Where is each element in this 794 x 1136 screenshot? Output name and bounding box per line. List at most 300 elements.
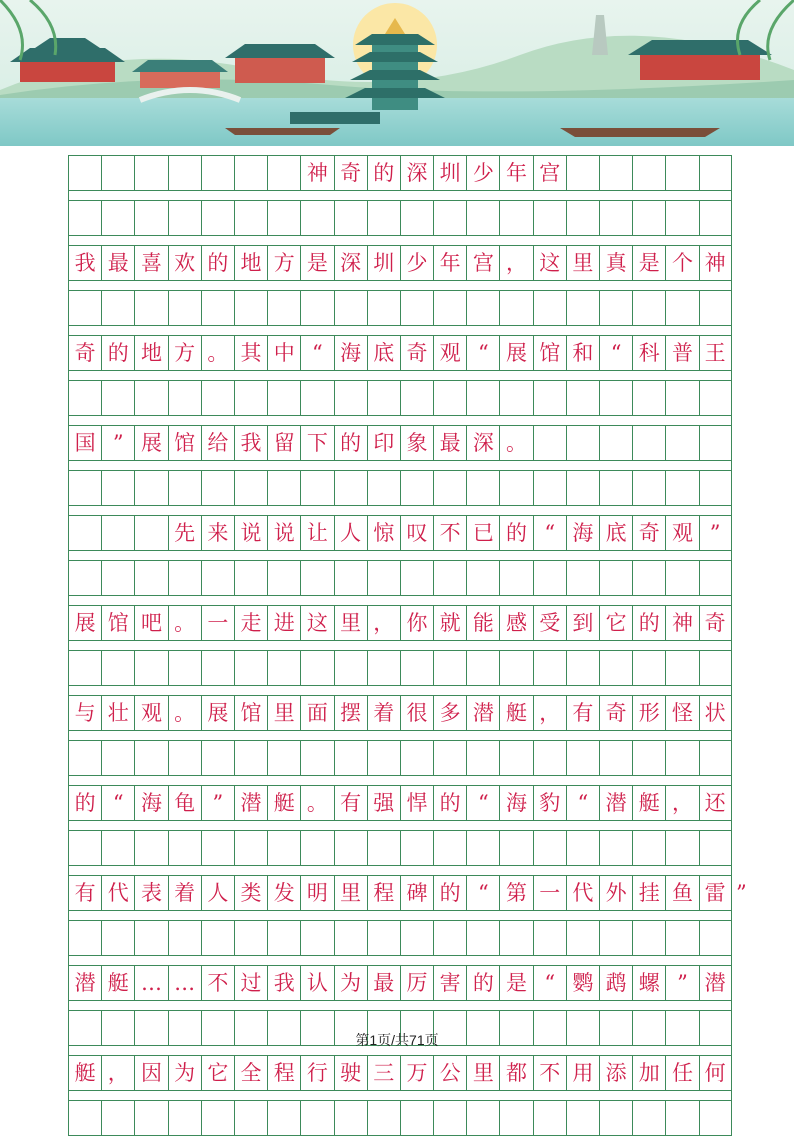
grid-cell — [68, 560, 101, 596]
grid-cell — [234, 200, 267, 236]
grid-cell: 悍 — [400, 785, 433, 821]
grid-cell: “ — [466, 785, 499, 821]
grid-cell: 奇 — [334, 155, 367, 191]
grid-cell: “ — [533, 515, 566, 551]
grid-cell — [533, 560, 566, 596]
grid-cell: 的 — [334, 425, 367, 461]
grid-cell — [632, 155, 665, 191]
grid-cell — [201, 200, 234, 236]
grid-cell — [367, 290, 400, 326]
grid-cell: 的 — [68, 785, 101, 821]
grid-cell: 里 — [267, 695, 300, 731]
grid-cell — [267, 830, 300, 866]
grid-cell — [134, 560, 167, 596]
grid-cell — [168, 650, 201, 686]
grid-cell — [134, 1100, 167, 1136]
grid-cell: 。 — [201, 335, 234, 371]
grid-cell — [466, 200, 499, 236]
grid-cell: 下 — [300, 425, 333, 461]
grid-cell: 观 — [433, 335, 466, 371]
grid-cell: 艇 — [632, 785, 665, 821]
grid-cell: 这 — [300, 605, 333, 641]
grid-cell: 行 — [300, 1055, 333, 1091]
grid-cell — [68, 920, 101, 956]
grid-gap — [68, 416, 732, 425]
grid-cell — [367, 470, 400, 506]
grid-gap — [68, 461, 732, 470]
grid-cell — [665, 470, 698, 506]
grid-cell: ” — [201, 785, 234, 821]
grid-cell: 深 — [400, 155, 433, 191]
grid-cell: 何 — [699, 1055, 732, 1091]
grid-cell: 因 — [134, 1055, 167, 1091]
grid-cell: 说 — [267, 515, 300, 551]
grid-cell: 的 — [433, 875, 466, 911]
grid-cell: 表 — [134, 875, 167, 911]
grid-cell: 有 — [566, 695, 599, 731]
grid-cell: 全 — [234, 1055, 267, 1091]
grid-cell: 馆 — [234, 695, 267, 731]
grid-cell: 你 — [400, 605, 433, 641]
grid-cell: 展 — [201, 695, 234, 731]
grid-cell: “ — [566, 785, 599, 821]
grid-cell: 海 — [566, 515, 599, 551]
grid-cell: 圳 — [433, 155, 466, 191]
grid-cell — [68, 1100, 101, 1136]
grid-cell — [168, 290, 201, 326]
grid-cell: 三 — [367, 1055, 400, 1091]
grid-cell — [101, 830, 134, 866]
grid-cell: 给 — [201, 425, 234, 461]
grid-cell: 馆 — [101, 605, 134, 641]
grid-cell — [234, 740, 267, 776]
grid-cell — [134, 920, 167, 956]
grid-cell — [566, 425, 599, 461]
grid-cell: 先 — [168, 515, 201, 551]
grid-cell: 艇 — [101, 965, 134, 1001]
grid-cell: 潜 — [599, 785, 632, 821]
grid-row — [68, 425, 732, 461]
grid-cell — [68, 650, 101, 686]
grid-row — [68, 920, 732, 956]
grid-cell: 受 — [533, 605, 566, 641]
grid-cell — [533, 740, 566, 776]
grid-cell — [632, 200, 665, 236]
grid-cell: 公 — [433, 1055, 466, 1091]
grid-cell — [300, 740, 333, 776]
overflow-punctuation: ” — [736, 881, 747, 905]
grid-cell — [101, 1100, 134, 1136]
grid-cell: 不 — [533, 1055, 566, 1091]
grid-cell — [101, 470, 134, 506]
grid-cell: 一 — [533, 875, 566, 911]
grid-cell — [334, 650, 367, 686]
grid-gap — [68, 596, 732, 605]
grid-cell — [168, 1100, 201, 1136]
grid-cell — [433, 740, 466, 776]
grid-cell — [168, 380, 201, 416]
grid-cell — [699, 290, 732, 326]
grid-cell: 深 — [334, 245, 367, 281]
grid-cell: 艇 — [267, 785, 300, 821]
grid-cell: 强 — [367, 785, 400, 821]
grid-cell — [699, 560, 732, 596]
grid-cell: 程 — [367, 875, 400, 911]
grid-cell: 来 — [201, 515, 234, 551]
grid-cell — [334, 380, 367, 416]
grid-cell: 进 — [267, 605, 300, 641]
grid-cell — [699, 740, 732, 776]
grid-cell: 有 — [68, 875, 101, 911]
grid-cell — [367, 830, 400, 866]
grid-cell — [599, 200, 632, 236]
grid-cell — [566, 1100, 599, 1136]
grid-row — [68, 875, 732, 911]
grid-cell: 观 — [134, 695, 167, 731]
grid-cell: 用 — [566, 1055, 599, 1091]
grid-cell — [433, 650, 466, 686]
grid-gap — [68, 371, 732, 380]
grid-cell — [499, 380, 532, 416]
grid-cell — [300, 650, 333, 686]
grid-cell: 馆 — [533, 335, 566, 371]
grid-cell: … — [134, 965, 167, 1001]
grid-cell — [499, 290, 532, 326]
grid-cell: 都 — [499, 1055, 532, 1091]
grid-cell: 不 — [201, 965, 234, 1001]
grid-cell — [234, 920, 267, 956]
grid-cell: 驶 — [334, 1055, 367, 1091]
grid-row — [68, 560, 732, 596]
grid-cell — [201, 290, 234, 326]
grid-row — [68, 335, 732, 371]
grid-cell — [134, 515, 167, 551]
grid-cell: 说 — [234, 515, 267, 551]
grid-cell: 我 — [234, 425, 267, 461]
grid-cell — [267, 560, 300, 596]
grid-cell: 深 — [466, 425, 499, 461]
grid-cell — [533, 920, 566, 956]
grid-cell — [665, 425, 698, 461]
grid-cell: 年 — [433, 245, 466, 281]
grid-cell — [300, 920, 333, 956]
grid-cell — [300, 200, 333, 236]
grid-cell — [300, 380, 333, 416]
grid-cell — [433, 470, 466, 506]
grid-cell: 加 — [632, 1055, 665, 1091]
grid-cell — [566, 200, 599, 236]
grid-cell — [433, 830, 466, 866]
grid-cell: 。 — [168, 695, 201, 731]
grid-cell: 鹦 — [566, 965, 599, 1001]
grid-cell — [499, 200, 532, 236]
grid-cell — [300, 560, 333, 596]
grid-row — [68, 470, 732, 506]
grid-cell — [168, 920, 201, 956]
grid-cell — [134, 200, 167, 236]
grid-cell — [267, 1100, 300, 1136]
grid-cell — [665, 740, 698, 776]
grid-gap — [68, 911, 732, 920]
grid-cell: 象 — [400, 425, 433, 461]
grid-cell: 让 — [300, 515, 333, 551]
grid-cell: 展 — [134, 425, 167, 461]
grid-cell — [533, 650, 566, 686]
grid-cell — [334, 560, 367, 596]
grid-cell — [201, 1100, 234, 1136]
grid-cell — [367, 650, 400, 686]
grid-cell — [699, 1100, 732, 1136]
grid-row — [68, 515, 732, 551]
grid-cell: 豹 — [533, 785, 566, 821]
grid-cell: 鱼 — [665, 875, 698, 911]
grid-cell: 碑 — [400, 875, 433, 911]
grid-cell: 怪 — [665, 695, 698, 731]
grid-cell — [68, 740, 101, 776]
grid-cell: 有 — [334, 785, 367, 821]
grid-cell — [566, 155, 599, 191]
grid-cell: 奇 — [632, 515, 665, 551]
grid-cell — [134, 650, 167, 686]
grid-cell: 我 — [68, 245, 101, 281]
grid-cell — [566, 740, 599, 776]
grid-cell — [168, 740, 201, 776]
grid-cell — [68, 290, 101, 326]
grid-cell — [367, 1100, 400, 1136]
grid-cell — [599, 470, 632, 506]
grid-cell — [267, 200, 300, 236]
grid-cell — [699, 650, 732, 686]
grid-cell: “ — [599, 335, 632, 371]
grid-cell: 摆 — [334, 695, 367, 731]
grid-cell: ， — [665, 785, 698, 821]
grid-cell — [466, 380, 499, 416]
grid-cell: 里 — [566, 245, 599, 281]
grid-cell: 方 — [168, 335, 201, 371]
grid-cell — [632, 830, 665, 866]
grid-cell — [665, 560, 698, 596]
grid-cell — [566, 380, 599, 416]
grid-cell: … — [168, 965, 201, 1001]
grid-cell: 外 — [599, 875, 632, 911]
grid-cell — [134, 155, 167, 191]
grid-cell — [300, 470, 333, 506]
grid-cell — [566, 830, 599, 866]
grid-cell — [632, 740, 665, 776]
grid-cell — [201, 380, 234, 416]
grid-cell — [201, 830, 234, 866]
grid-cell — [632, 380, 665, 416]
grid-cell: 国 — [68, 425, 101, 461]
grid-cell — [632, 290, 665, 326]
grid-cell — [101, 155, 134, 191]
grid-row — [68, 1055, 732, 1091]
grid-cell — [499, 920, 532, 956]
grid-cell — [566, 920, 599, 956]
grid-cell — [699, 380, 732, 416]
grid-cell — [466, 290, 499, 326]
grid-cell — [400, 920, 433, 956]
grid-cell: 。 — [300, 785, 333, 821]
grid-cell: 奇 — [599, 695, 632, 731]
grid-row — [68, 290, 732, 326]
grid-cell: 宫 — [466, 245, 499, 281]
grid-cell: 观 — [665, 515, 698, 551]
grid-gap — [68, 686, 732, 695]
grid-cell: 多 — [433, 695, 466, 731]
grid-gap — [68, 191, 732, 200]
grid-cell: 个 — [665, 245, 698, 281]
grid-cell: 它 — [201, 1055, 234, 1091]
grid-gap — [68, 281, 732, 290]
grid-cell: 地 — [134, 335, 167, 371]
grid-cell — [566, 650, 599, 686]
grid-cell — [699, 425, 732, 461]
grid-cell — [533, 200, 566, 236]
grid-cell: 过 — [234, 965, 267, 1001]
grid-cell: 最 — [367, 965, 400, 1001]
grid-cell: 代 — [101, 875, 134, 911]
grid-cell — [533, 380, 566, 416]
grid-cell: 底 — [599, 515, 632, 551]
grid-cell — [334, 290, 367, 326]
grid-cell — [234, 380, 267, 416]
grid-cell: 能 — [466, 605, 499, 641]
grid-cell — [334, 920, 367, 956]
grid-cell — [201, 920, 234, 956]
grid-cell: 印 — [367, 425, 400, 461]
grid-cell — [300, 1100, 333, 1136]
grid-cell: 程 — [267, 1055, 300, 1091]
grid-cell: 第 — [499, 875, 532, 911]
grid-cell: 奇 — [68, 335, 101, 371]
grid-cell — [168, 155, 201, 191]
grid-cell — [367, 380, 400, 416]
grid-cell — [632, 425, 665, 461]
grid-cell: “ — [466, 875, 499, 911]
grid-cell: 奇 — [400, 335, 433, 371]
grid-cell — [134, 740, 167, 776]
grid-cell: 吧 — [134, 605, 167, 641]
grid-cell — [68, 830, 101, 866]
grid-cell — [367, 560, 400, 596]
grid-cell — [433, 200, 466, 236]
grid-cell — [101, 290, 134, 326]
grid-cell: 万 — [400, 1055, 433, 1091]
grid-cell — [334, 740, 367, 776]
grid-gap — [68, 776, 732, 785]
grid-cell — [599, 650, 632, 686]
grid-cell: 留 — [267, 425, 300, 461]
grid-cell — [599, 1100, 632, 1136]
grid-cell — [234, 290, 267, 326]
grid-cell — [699, 920, 732, 956]
grid-cell — [267, 920, 300, 956]
grid-cell — [665, 650, 698, 686]
grid-cell — [334, 830, 367, 866]
grid-cell: 神 — [665, 605, 698, 641]
grid-cell: 任 — [665, 1055, 698, 1091]
grid-cell: 底 — [367, 335, 400, 371]
grid-cell — [334, 1100, 367, 1136]
grid-cell — [566, 290, 599, 326]
grid-cell: 海 — [499, 785, 532, 821]
grid-cell: ， — [533, 695, 566, 731]
grid-cell — [533, 290, 566, 326]
grid-cell — [68, 470, 101, 506]
grid-cell — [234, 650, 267, 686]
grid-cell: 惊 — [367, 515, 400, 551]
grid-cell: 着 — [367, 695, 400, 731]
grid-cell: 宫 — [533, 155, 566, 191]
grid-cell — [400, 560, 433, 596]
grid-cell: 已 — [466, 515, 499, 551]
grid-cell — [599, 920, 632, 956]
grid-cell: 科 — [632, 335, 665, 371]
grid-cell — [168, 560, 201, 596]
grid-cell — [433, 920, 466, 956]
grid-cell — [134, 290, 167, 326]
grid-cell: 与 — [68, 695, 101, 731]
grid-gap — [68, 731, 732, 740]
grid-cell: 的 — [367, 155, 400, 191]
grid-cell: 壮 — [101, 695, 134, 731]
grid-cell: 是 — [632, 245, 665, 281]
grid-cell: ， — [499, 245, 532, 281]
grid-gap — [68, 641, 732, 650]
grid-row — [68, 200, 732, 236]
grid-gap — [68, 956, 732, 965]
grid-cell: 是 — [300, 245, 333, 281]
grid-cell: 人 — [201, 875, 234, 911]
grid-cell — [499, 650, 532, 686]
grid-cell: 的 — [433, 785, 466, 821]
grid-cell — [632, 920, 665, 956]
grid-gap — [68, 821, 732, 830]
grid-cell — [168, 200, 201, 236]
grid-cell: 潜 — [68, 965, 101, 1001]
grid-cell — [665, 380, 698, 416]
grid-cell: 我 — [267, 965, 300, 1001]
grid-cell: 害 — [433, 965, 466, 1001]
grid-cell: 鹉 — [599, 965, 632, 1001]
grid-cell: 的 — [499, 515, 532, 551]
grid-cell: 明 — [300, 875, 333, 911]
grid-cell — [499, 560, 532, 596]
grid-cell — [68, 380, 101, 416]
grid-cell — [566, 470, 599, 506]
grid-row — [68, 695, 732, 731]
grid-cell — [234, 1100, 267, 1136]
grid-cell — [367, 200, 400, 236]
banner-illustration — [0, 0, 794, 146]
grid-cell: ， — [367, 605, 400, 641]
grid-cell: 中 — [267, 335, 300, 371]
grid-cell — [101, 740, 134, 776]
grid-cell — [533, 470, 566, 506]
grid-cell — [665, 830, 698, 866]
grid-cell — [400, 1100, 433, 1136]
grid-cell: 叹 — [400, 515, 433, 551]
grid-row — [68, 785, 732, 821]
grid-gap — [68, 866, 732, 875]
grid-cell: 的 — [201, 245, 234, 281]
grid-cell: 形 — [632, 695, 665, 731]
grid-cell — [599, 290, 632, 326]
grid-cell — [533, 425, 566, 461]
grid-cell — [499, 830, 532, 866]
grid-cell — [267, 155, 300, 191]
